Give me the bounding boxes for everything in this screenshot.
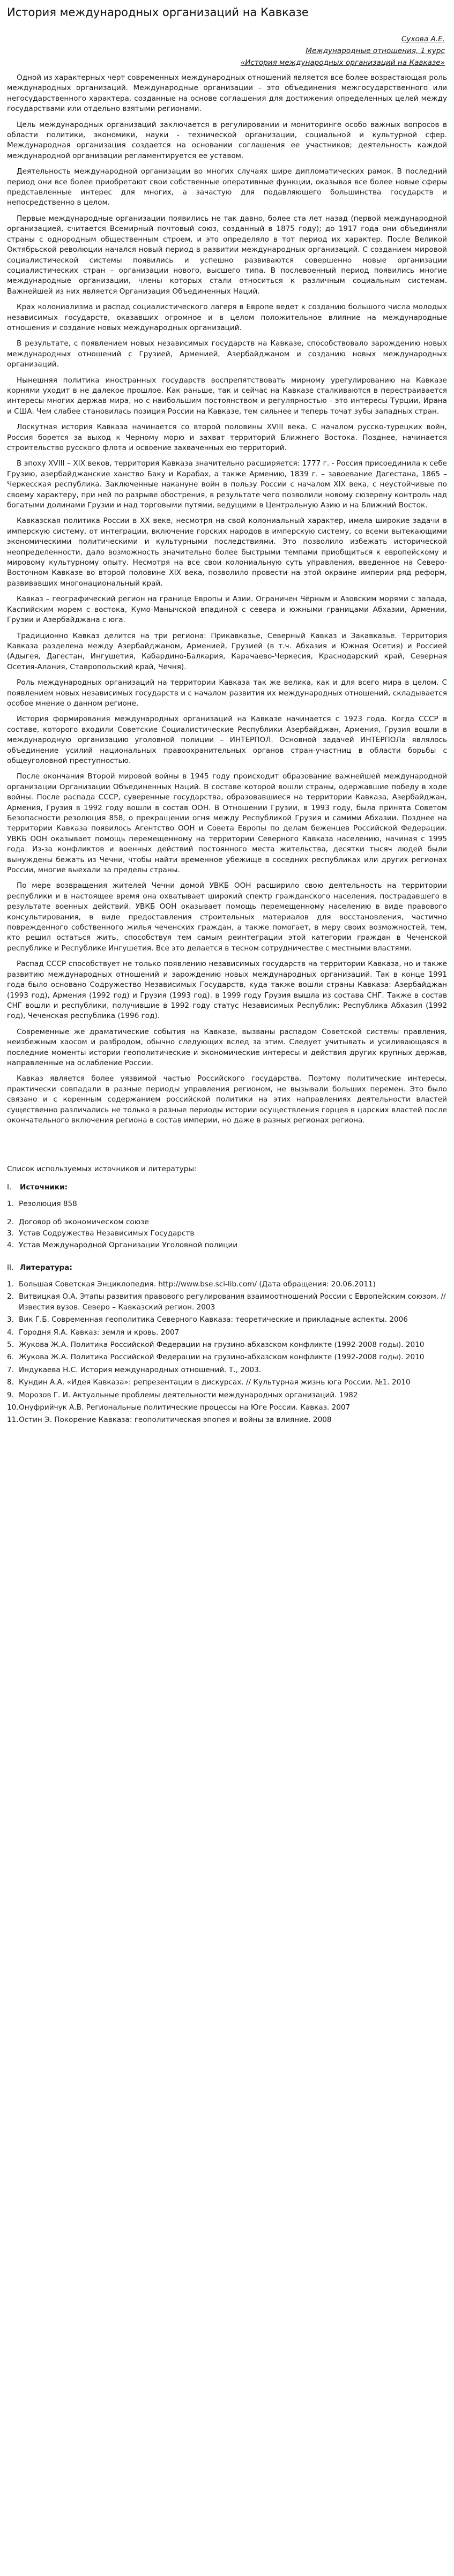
author-block (7, 33, 447, 69)
list-item: 7. Индукаева Н.С. История международных отношений. Т., 2003. (7, 1365, 262, 1374)
paragraph: Традиционно Кавказ делится на три региона: Прикавказье, Северный Кавказ и Закавказье. Территория Кавказа разделена между Азербайджаном, Арменией, Грузией (в т.ч. Абхазия и Южная Осетия) и Россией (Адыгея, Дагестан, Ингушетия, Кабардино-Балкария, Карачаево-Черкесия, Краснодарский край, Северная Осетия-Алания, Ставропольский край, Чечня). (7, 631, 447, 671)
paragraph: Крах колониализма и распад социалистического лагеря в Европе ведет к созданию большого числа молодых независимых государств, оказавших огромное и в целом положительное влияние на международные отношения и создание новых международных организаций. (7, 303, 447, 332)
paragraph: Кавказ является более уязвимой частью Российского государства. Поэтому политические интересы, практически совпадали в разные периоды управления регионом, не вызывали больших перемен. Это было связано и с коренным содержанием российской политики на этих направлениях деятельности властей существенно различались не только в разные периоды истории осуществления горцев в царских властей после окончательного включения региона в состав империи, но даже в разных регионах региона. (7, 1074, 447, 1125)
paragraph: В результате, с появлением новых независимых государств на Кавказе, способствовало зарождению новых международных отношений с Грузией, Арменией, Азербайджаном и созданию новых международных организаций. (7, 339, 447, 369)
paragraph: Лоскутная история Кавказа начинается со второй половины XVIII века. С началом русско-турецких войн, Россия борется за выход к Черному морю и захват территорий Ближнего Востока. Позднее, начинается строительство русского флота и освоение захваченных ею территорий. (7, 423, 447, 452)
references (7, 1164, 447, 1426)
list-item: 10. Онуфрийчук А.В. Региональные политические процессы на Юге России. Кавказ. 2007 (7, 1403, 351, 1412)
author-name: Сухова А.Е. (401, 35, 445, 43)
list-item: 4. Устав Международной Организации Уголовной полиции (7, 1240, 238, 1249)
page-title: История международных организаций на Кавказе (7, 6, 309, 19)
author-group: Международные отношения, 1 курс (306, 47, 445, 55)
article-body (7, 73, 447, 1126)
literature-heading: II. Литература: (7, 1263, 72, 1272)
list-item: 3. Вик Г.Б. Современная геополитика Северного Кавказа: теоретические и прикладные аспекты. 2006 (7, 1315, 408, 1324)
paragraph: Первые международные организации появились не так давно, более ста лет назад (первой международной организацией, считается Всемирный почтовый союз, созданный в 1875 году); до 1917 года они объединяли страны с однородным общественным строем, и это определяло в тот период их характер. После Великой Октябрьской революции начался новый период в развитии международных организаций. С созданием мировой социалистической системы появились и успешно развиваются совершенно новые организации социалистических стран – организации нового, высшего типа. В послевоенный период появились многие международные организации, члены которых стали относиться к различным социальным системам. Важнейшей из них является Организация Объединенных Наций. (7, 214, 447, 296)
paragraph: Одной из характерных черт современных международных отношений является все более возрастающая роль международных организаций. Международные организации – это объединения межгосударственного или негосударственного характера, созданные на основе соглашения для достижения определенных целей между государствами или отдельно взятыми регионами. (7, 73, 447, 114)
paragraph: Распад СССР способствует не только появлению независимых государств на территории Кавказа, но и также развитию международных отношений и зарождению новых международных организаций. Так в конце 1991 года было основано Содружество Независимых Государств, куда также вошли страны Кавказа: Азербайджан (1993 год), Армения (1992 год) и Грузия (1993 год). в 1999 году Грузия вышла из состава СНГ. Также в состав СНГ вошли и республики, получившие в 1992 году статус Независимых Республик: Республика Абхазия (1992 год), Чеченская республика (1996 год). (7, 960, 447, 1021)
paragraph: Нынешняя политика иностранных государств воспрепятствовать мирному урегулированию на Кавказе корнями уходит в не далекое прошлое. Как раньше, так и сейчас на Кавказе сталкиваются в перестраивается интересы многих держав мира, но с наибольшим постоянством и регулярностью - это интересы Турции, Ирана и США. Чем слабее становилась позиция России на Кавказе, тем сильнее и теперь точат зубы западных стран. (7, 376, 447, 416)
list-item: 2. Витвицкая О.А. Этапы развития правового регулирования взаимоотношений России с Европейским союзом. //Известия вузов. Северо – Кавказский регион. 2003 (7, 1292, 446, 1312)
list-item: 1. Большая Советская Энциклопедия. http://www.bse.sci-lib.com/ (Дата обращения: 20.06.2011) (7, 1280, 376, 1289)
author-topic: «История международных организаций на Кавказе» (240, 58, 445, 67)
list-item: 4. Городня Я.А. Кавказ: земля и кровь. 2007 (7, 1328, 180, 1337)
references-title: Список используемых источников и литературы: (7, 1165, 197, 1174)
sources-heading: I. Источники: (7, 1183, 68, 1192)
literature-list (7, 1279, 447, 1426)
list-item: 5. Жукова Ж.А. Политика Российской Федерации на грузино-абхазском конфликте (1992-2008 годы). 2010 (7, 1341, 425, 1350)
list-item: 3. Устав Содружества Независимых Государств (7, 1229, 195, 1238)
list-item: 2. Договор об экономическом союзе (7, 1217, 149, 1226)
list-item: 6. Жукова Ж.А. Политика Российской Федерации на грузино-абхазском конфликте (1992-2008 годы). 2010 (7, 1353, 425, 1362)
list-item: 9. Морозов Г. И. Актуальные проблемы деятельности международных организаций. 1982 (7, 1390, 358, 1399)
sources-list (7, 1199, 447, 1250)
list-item: 1. Резолюция 858 (7, 1200, 77, 1209)
paragraph: Современные же драматические события на Кавказе, вызваны распадом Советской системы правления, неизбежным хаосом и разбродом, обычно следующих вслед за этим. Следует учитывать и усиливающаяся в последние моменты истории геополитические и экономические интересы и действия других крупных держав, направленные на ослабление России. (7, 1027, 447, 1067)
paragraph: После окончания Второй мировой войны в 1945 году происходит образование важнейшей международной организации Организации Объединенных Наций. В составе которой вошли страны, одержавшие победу в ходе войны. После распада СССР, суверенные государства, образовавшиеся на территории Кавказа, Азербайджан, Армения, Грузия в 1992 году вошли в состав ООН. В Отношении Грузии, в 1993 году, была принята Советом Безопасности резолюция 858, о прекращении огня между Республикой Грузия и самими Абхазии. Позднее на территории Кавказа появилось Агентство ООН и Совета Европы по делам беженцев Российской Федерации. УВКБ ООН оказывает помощь перемещенному на территории Северного Кавказа населению, начиная с 1995 года. Из-за конфликтов и военных действий постоянного места жительства, десятки тысяч людей были вынуждены бежать из Чечни, чтобы найти временное убежище в соседних республиках или других регионах России, многие выехали за пределы страны. (7, 772, 447, 875)
list-item: 8. Кундин А.А. «Идея Кавказа»: репрезентации в дискурсах. // Культурная жизнь юга России. №1. 2010 (7, 1378, 411, 1387)
paragraph: Роль международных организаций на территории Кавказа так же велика, как и для всего мира в целом. С появлением новых независимых государств и с началом развития их международных отношений, складывается особое мнение о данном регионе. (7, 678, 447, 708)
paragraph: В эпоху XVIII – XIX веков, территория Кавказа значительно расширяется: 1777 г. - Россия присоединила к себе Грузию, азербайджанские ханство Баку и Карабах, а также Армению, 1839 г. – завоевание Дагестана, 1865 – Черкесская республика. Заключенные накануне войн в пользу России с началом XIX века, с неустойчивые по своему характеру, при ней по разрыве обострения, в результате чего позволили новому сюзерену контроль над богатыми долинами Грузии и над торговыми путями, ведущими в Центральную Азию и на Ближний Восток. (7, 459, 447, 510)
paragraph: История формирования международных организаций на Кавказе начинается с 1923 года. Когда СССР в составе, которого входили Советские Социалистические Республики Азербайджан, Армения, Грузия вошли в международную организацию уголовной полиции – ИНТЕРПОЛ. Основной задачей ИНТЕРПОЛа являлось объединение усилий национальных правоохранительных органов стран-участниц в области борьбы с общеуголовной преступностью. (7, 715, 447, 765)
paragraph: Деятельность международной организации во многих случаях шире дипломатических рамок. В последний период они все более приобретают свои собственные оперативные функции, оказывая все более новые сферы представленные интерес для многих, а зачастую для подавляющего большинства государств и непосредственно в целом. (7, 167, 447, 207)
list-item: 11. Остин Э. Покорение Кавказа: геополитическая эпопея и войны за влияние. 2008 (7, 1416, 332, 1425)
paragraph: Цель международных организаций заключается в регулировании и мониторинге особо важных вопросов в области политики, экономики, науки - технической организации, социальной и культурной сфер. Международная организация создается на основании соглашения ее участников; деятельность каждой международной организации регламентируется ее уставом. (7, 120, 447, 160)
paragraph: Кавказская политика России в XX веке, несмотря на свой колониальный характер, имела широкие задачи в имперскую систему, от интеграции, включение горских народов в имперскую систему, со всеми вытекающими экономическими политическими и культурными последствиями. Это позволило избежать исторической неопределенности, дало возможность значительно более быстрыми темпами приобщиться к европейскому и мировому культурному опыту. Несмотря на все свои колониальную суть управления, введенное на Северо-Восточном Кавказе во второй половине XIX века, позволило провести на этой окраине империи ряд реформ, развивавших многонациональный край. (7, 516, 447, 588)
paragraph: По мере возвращения жителей Чечни домой УВКБ ООН расширило свою деятельность на территории республики и в настоящее время она охватывает широкий спектр гражданского населения, пострадавшего в результате военных действий. УВКБ ООН оказывает помощь перемещенному населению в виде правового консультирования, в виде предоставления строительных материалов для восстановления, частично поврежденного собственного жилья чеченских граждан, а также помогает, в меру своих возможностей, тем, кто решил остаться жить, способствуя тем самым реинтеграции этой категории граждан в Чеченской республике и Республике Ингушетия. Все это делается в тесном сотрудничестве с местными властями. (7, 881, 447, 953)
paragraph: Кавказ – географический регион на границе Европы и Азии. Ограничен Чёрным и Азовским морями с запада, Каспийским морем с востока, Кумо-Манычской впадиной с севера и южными границами Абхазии, Армении, Грузии и Азербайджана с юга. (7, 595, 447, 625)
